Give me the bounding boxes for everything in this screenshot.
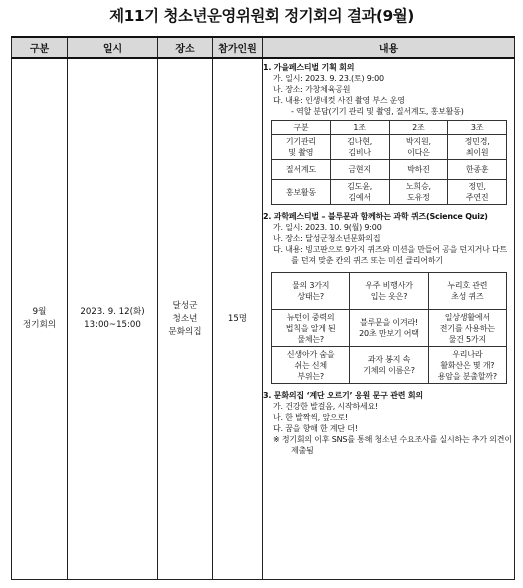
quiz-cell	[428, 310, 506, 347]
place-line: 달성군	[172, 300, 198, 311]
header-place: 장소	[158, 37, 213, 58]
datetime-cell	[68, 58, 158, 580]
cell-line: 정민경,	[464, 137, 490, 146]
cell-line: 신생아가 숨을	[286, 349, 335, 359]
place-cell	[158, 58, 213, 580]
detail-line: 나. 장소: 가창체육공원	[273, 85, 351, 94]
detail-line: 다. 꿈을 향해 한 계단 더!	[273, 424, 358, 433]
cell-line: 물건 5가지	[448, 334, 486, 344]
quiz-cell	[272, 273, 350, 310]
cell-line: 김나현,	[347, 137, 373, 146]
category-line: 정기회의	[22, 320, 57, 330]
section-festival-planning	[263, 62, 514, 205]
cell-line: 일상생활에서	[444, 312, 490, 322]
cell-line: 주연진	[465, 193, 489, 202]
header-category: 구분	[12, 37, 68, 58]
category-line: 9월	[32, 307, 47, 317]
member-cell	[330, 180, 389, 205]
quiz-cell	[272, 310, 350, 347]
section-science-quiz	[263, 211, 514, 384]
cell-line: 20초 만보기 어택	[359, 329, 419, 338]
attendees-cell: 15명	[213, 58, 263, 580]
header-content: 내용	[263, 37, 515, 58]
cell-line: 기체의 이름은?	[363, 366, 415, 375]
table-row	[12, 58, 515, 580]
cell-line: 용암을 분출할까?	[437, 371, 497, 381]
quiz-cell	[350, 310, 428, 347]
detail-line: 다. 내용: 빙고판으로 9가지 퀴즈와 미션을 만들어 공을 던지거나 다트를 던져 맞춘 칸의 퀴즈 또는 미션 클리어하기	[273, 245, 508, 265]
cell-line: 우리나라	[452, 349, 483, 359]
cell-line: 이다은	[407, 148, 430, 157]
cell-line: 물체는?	[297, 334, 324, 344]
section-stair-climbing	[263, 390, 514, 456]
table-row	[272, 135, 507, 160]
cell-line: 김비나	[348, 148, 371, 157]
quiz-cell	[350, 273, 428, 310]
member-cell	[330, 135, 389, 160]
cell-line: 블루문을 이겨라!	[359, 318, 419, 327]
role-cell	[272, 135, 331, 160]
role-header-cell: 구분	[272, 121, 331, 135]
member-cell	[448, 180, 507, 205]
cell-line: 도유정	[407, 193, 430, 202]
cell-line: 법칙을 알게 된	[285, 323, 336, 333]
table-row	[272, 180, 507, 205]
cell-line: 초성 퀴즈	[451, 292, 484, 301]
note-text: ※ 정기회의 이후 SNS를 통해 청소년 수요조사를 실시하는 추가 의견이 제출됨	[273, 435, 512, 455]
role-table-header	[272, 121, 507, 135]
document-title: 제11기 청소년운영위원회 정기회의 결과(9월)	[109, 7, 414, 25]
role-cell: 질서계도	[272, 160, 331, 180]
cell-line: 입는 옷은?	[370, 292, 408, 301]
cell-line: 우주 비행사가	[365, 281, 413, 290]
cell-line: 및 촬영	[288, 148, 314, 157]
cell-line: 누리호 관련	[447, 281, 488, 290]
table-row	[272, 160, 507, 180]
role-header-cell: 1조	[330, 121, 389, 135]
table-row	[272, 310, 507, 347]
cell-line: 상태는?	[297, 292, 324, 301]
place-line: 문화의집	[168, 326, 202, 337]
section-title: 3. 문화의집 ‘계단 오르기’ 응원 문구 관련 회의	[263, 391, 423, 400]
role-assignment-table	[271, 120, 507, 205]
role-header-cell: 2조	[389, 121, 448, 135]
cell-line: 전기를 사용하는	[439, 323, 495, 333]
quiz-cell	[428, 347, 506, 384]
cell-line: 활화산은 몇 개?	[440, 360, 495, 370]
cell-line: 뉴턴이 중력의	[286, 312, 335, 322]
cell-line: 노희승,	[405, 182, 431, 191]
role-cell: 홍보활동	[272, 180, 331, 205]
member-cell: 금현지	[330, 160, 389, 180]
detail-line: 가. 건강한 발걸음, 시작하세요!	[273, 402, 379, 411]
quiz-cell	[428, 273, 506, 310]
role-header-cell: 3조	[448, 121, 507, 135]
category-cell	[12, 58, 68, 580]
detail-line: 나. 장소: 달성군청소년문화의집	[273, 234, 381, 243]
quiz-bingo-board	[271, 272, 507, 384]
quiz-cell	[272, 347, 350, 384]
cell-line: 쉬는 신체	[294, 360, 327, 370]
member-cell	[389, 135, 448, 160]
cell-line: 정민,	[468, 182, 486, 191]
time-text: 13:00~15:00	[84, 320, 141, 330]
table-header-row	[12, 37, 515, 58]
table-row	[272, 347, 507, 384]
place-line: 청소년	[172, 313, 198, 324]
header-datetime: 일시	[68, 37, 158, 58]
meeting-result-table	[11, 36, 515, 580]
detail-line: 가. 일시: 2023. 9. 23.(토) 9:00	[273, 74, 384, 83]
detail-subline: - 역할 분담(기기 관리 및 촬영, 질서계도, 홍보활동)	[291, 107, 464, 116]
member-cell: 박하진	[389, 160, 448, 180]
cell-line: 물의 3가지	[291, 281, 330, 290]
cell-line: 김도윤,	[347, 182, 373, 191]
detail-line: 다. 내용: 인생네컷 사진 촬영 부스 운영	[273, 96, 405, 105]
cell-line: 기기관리	[285, 137, 316, 146]
detail-line: 가. 일시: 2023. 10. 9(월) 9:00	[273, 223, 382, 232]
cell-line: 최이원	[465, 148, 489, 157]
content-cell	[263, 58, 515, 580]
member-cell	[448, 135, 507, 160]
date-text: 2023. 9. 12(화)	[80, 307, 145, 317]
cell-line: 박지원,	[405, 137, 431, 146]
quiz-cell	[350, 347, 428, 384]
member-cell: 한종훈	[448, 160, 507, 180]
cell-line: 과자 봉지 속	[367, 355, 411, 364]
cell-line: 김예서	[348, 193, 371, 202]
member-cell	[389, 180, 448, 205]
cell-line: 부위는?	[297, 371, 324, 381]
header-attendees: 참가인원	[213, 37, 263, 58]
detail-line: 나. 한 발짝씩, 앞으로!	[273, 413, 348, 422]
section-title: 1. 가을페스티벌 기획 회의	[263, 63, 355, 72]
section-title: 2. 과학페스티벌 – 블루문과 함께하는 과학 퀴즈(Science Quiz)	[263, 212, 488, 221]
table-row	[272, 273, 507, 310]
